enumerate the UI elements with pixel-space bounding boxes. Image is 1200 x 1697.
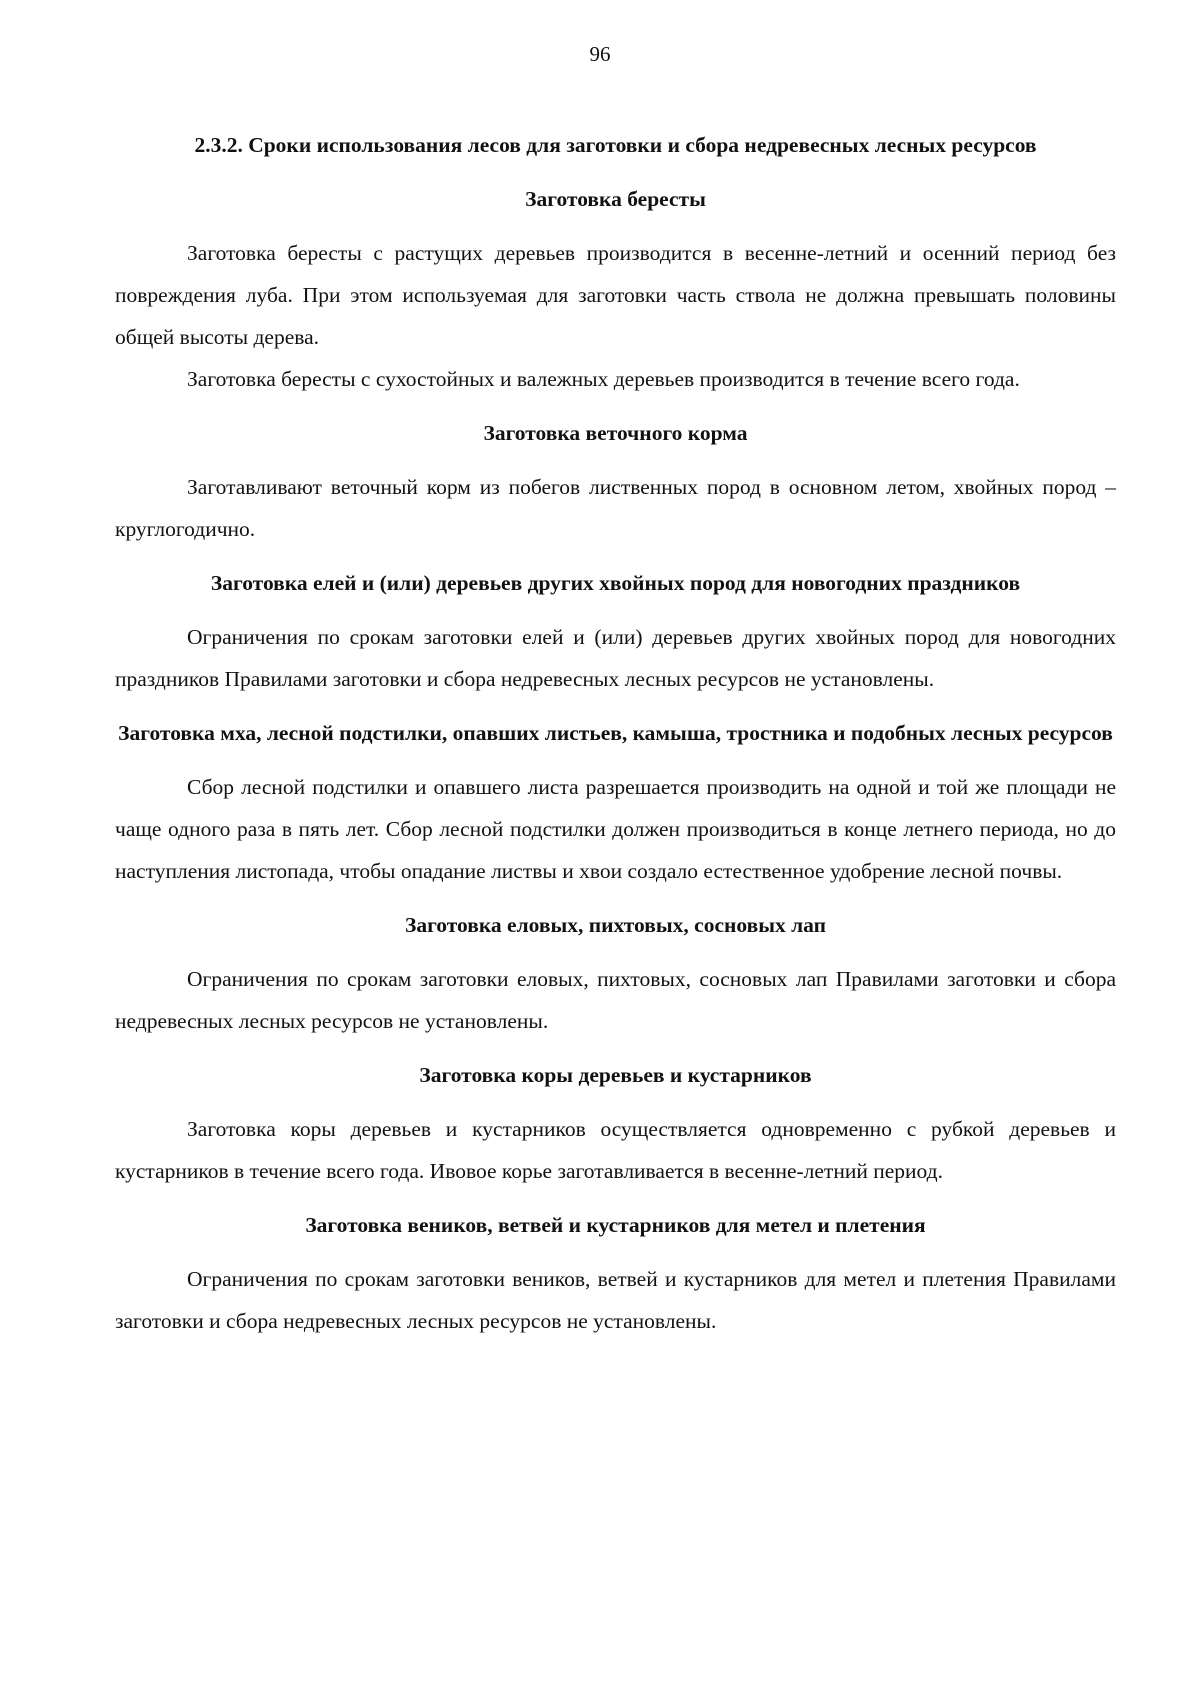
section-branch-fodder: [115, 412, 1116, 550]
subheading-birch-bark: Заготовка бересты: [525, 187, 706, 211]
paragraph: Сбор лесной подстилки и опавшего листа разрешается производить на одной и той же площади не чаще одного раза в пять лет. Сбор лесной подстилки должен производиться в конце летнего периода, но до наступления листопада, чтобы опадание листвы и хвои создало естественное удобрение лесной почвы.: [115, 775, 1116, 883]
subheading-conifer-branches: Заготовка еловых, пихтовых, сосновых лап: [404, 913, 827, 937]
paragraph: Заготовка коры деревьев и кустарников осуществляется одновременно с рубкой деревьев и кустарников в течение всего года. Ивовое корье заготавливается в весенне-летний период.: [115, 1117, 1116, 1183]
subheading-new-year-trees: Заготовка елей и (или) деревьев других хвойных пород для новогодних праздников: [210, 571, 1021, 595]
section-new-year-trees: [115, 562, 1116, 700]
paragraph: Заготовка бересты с сухостойных и валежных деревьев производится в течение всего года.: [187, 367, 1020, 391]
section-title: 2.3.2. Сроки использования лесов для заготовки и сбора недревесных лесных ресурсов: [194, 133, 1037, 157]
subheading-branch-fodder: Заготовка веточного корма: [483, 421, 748, 445]
document-body: [115, 124, 1116, 1342]
paragraph: Заготовка бересты с растущих деревьев производится в весенне-летний и осенний период без повреждения луба. При этом используемая для заготовки часть ствола не должна превышать половины общей высоты дерева.: [115, 241, 1116, 349]
section-conifer-branches: [115, 904, 1116, 1042]
paragraph: Ограничения по срокам заготовки елей и (или) деревьев других хвойных пород для новогодних праздников Правилами заготовки и сбора недревесных лесных ресурсов не установлены.: [115, 625, 1116, 691]
section-birch-bark: [115, 178, 1116, 400]
paragraph: Ограничения по срокам заготовки веников, ветвей и кустарников для метел и плетения Правилами заготовки и сбора недревесных лесных ресурсов не установлены.: [115, 1267, 1116, 1333]
subheading-moss-litter: Заготовка мха, лесной подстилки, опавших листьев, камыша, тростника и подобных лесных ресурсов: [118, 721, 1113, 745]
paragraph: Заготавливают веточный корм из побегов лиственных пород в основном летом, хвойных пород – круглогодично.: [115, 475, 1116, 541]
page-number: 96: [589, 42, 611, 66]
section-moss-litter: [115, 712, 1116, 892]
paragraph: Ограничения по срокам заготовки еловых, пихтовых, сосновых лап Правилами заготовки и сбора недревесных лесных ресурсов не установлены.: [115, 967, 1116, 1033]
subheading-brooms: Заготовка веников, ветвей и кустарников для метел и плетения: [305, 1213, 926, 1237]
section-bark: [115, 1054, 1116, 1192]
section-brooms: [115, 1204, 1116, 1342]
subheading-bark: Заготовка коры деревьев и кустарников: [419, 1063, 812, 1087]
